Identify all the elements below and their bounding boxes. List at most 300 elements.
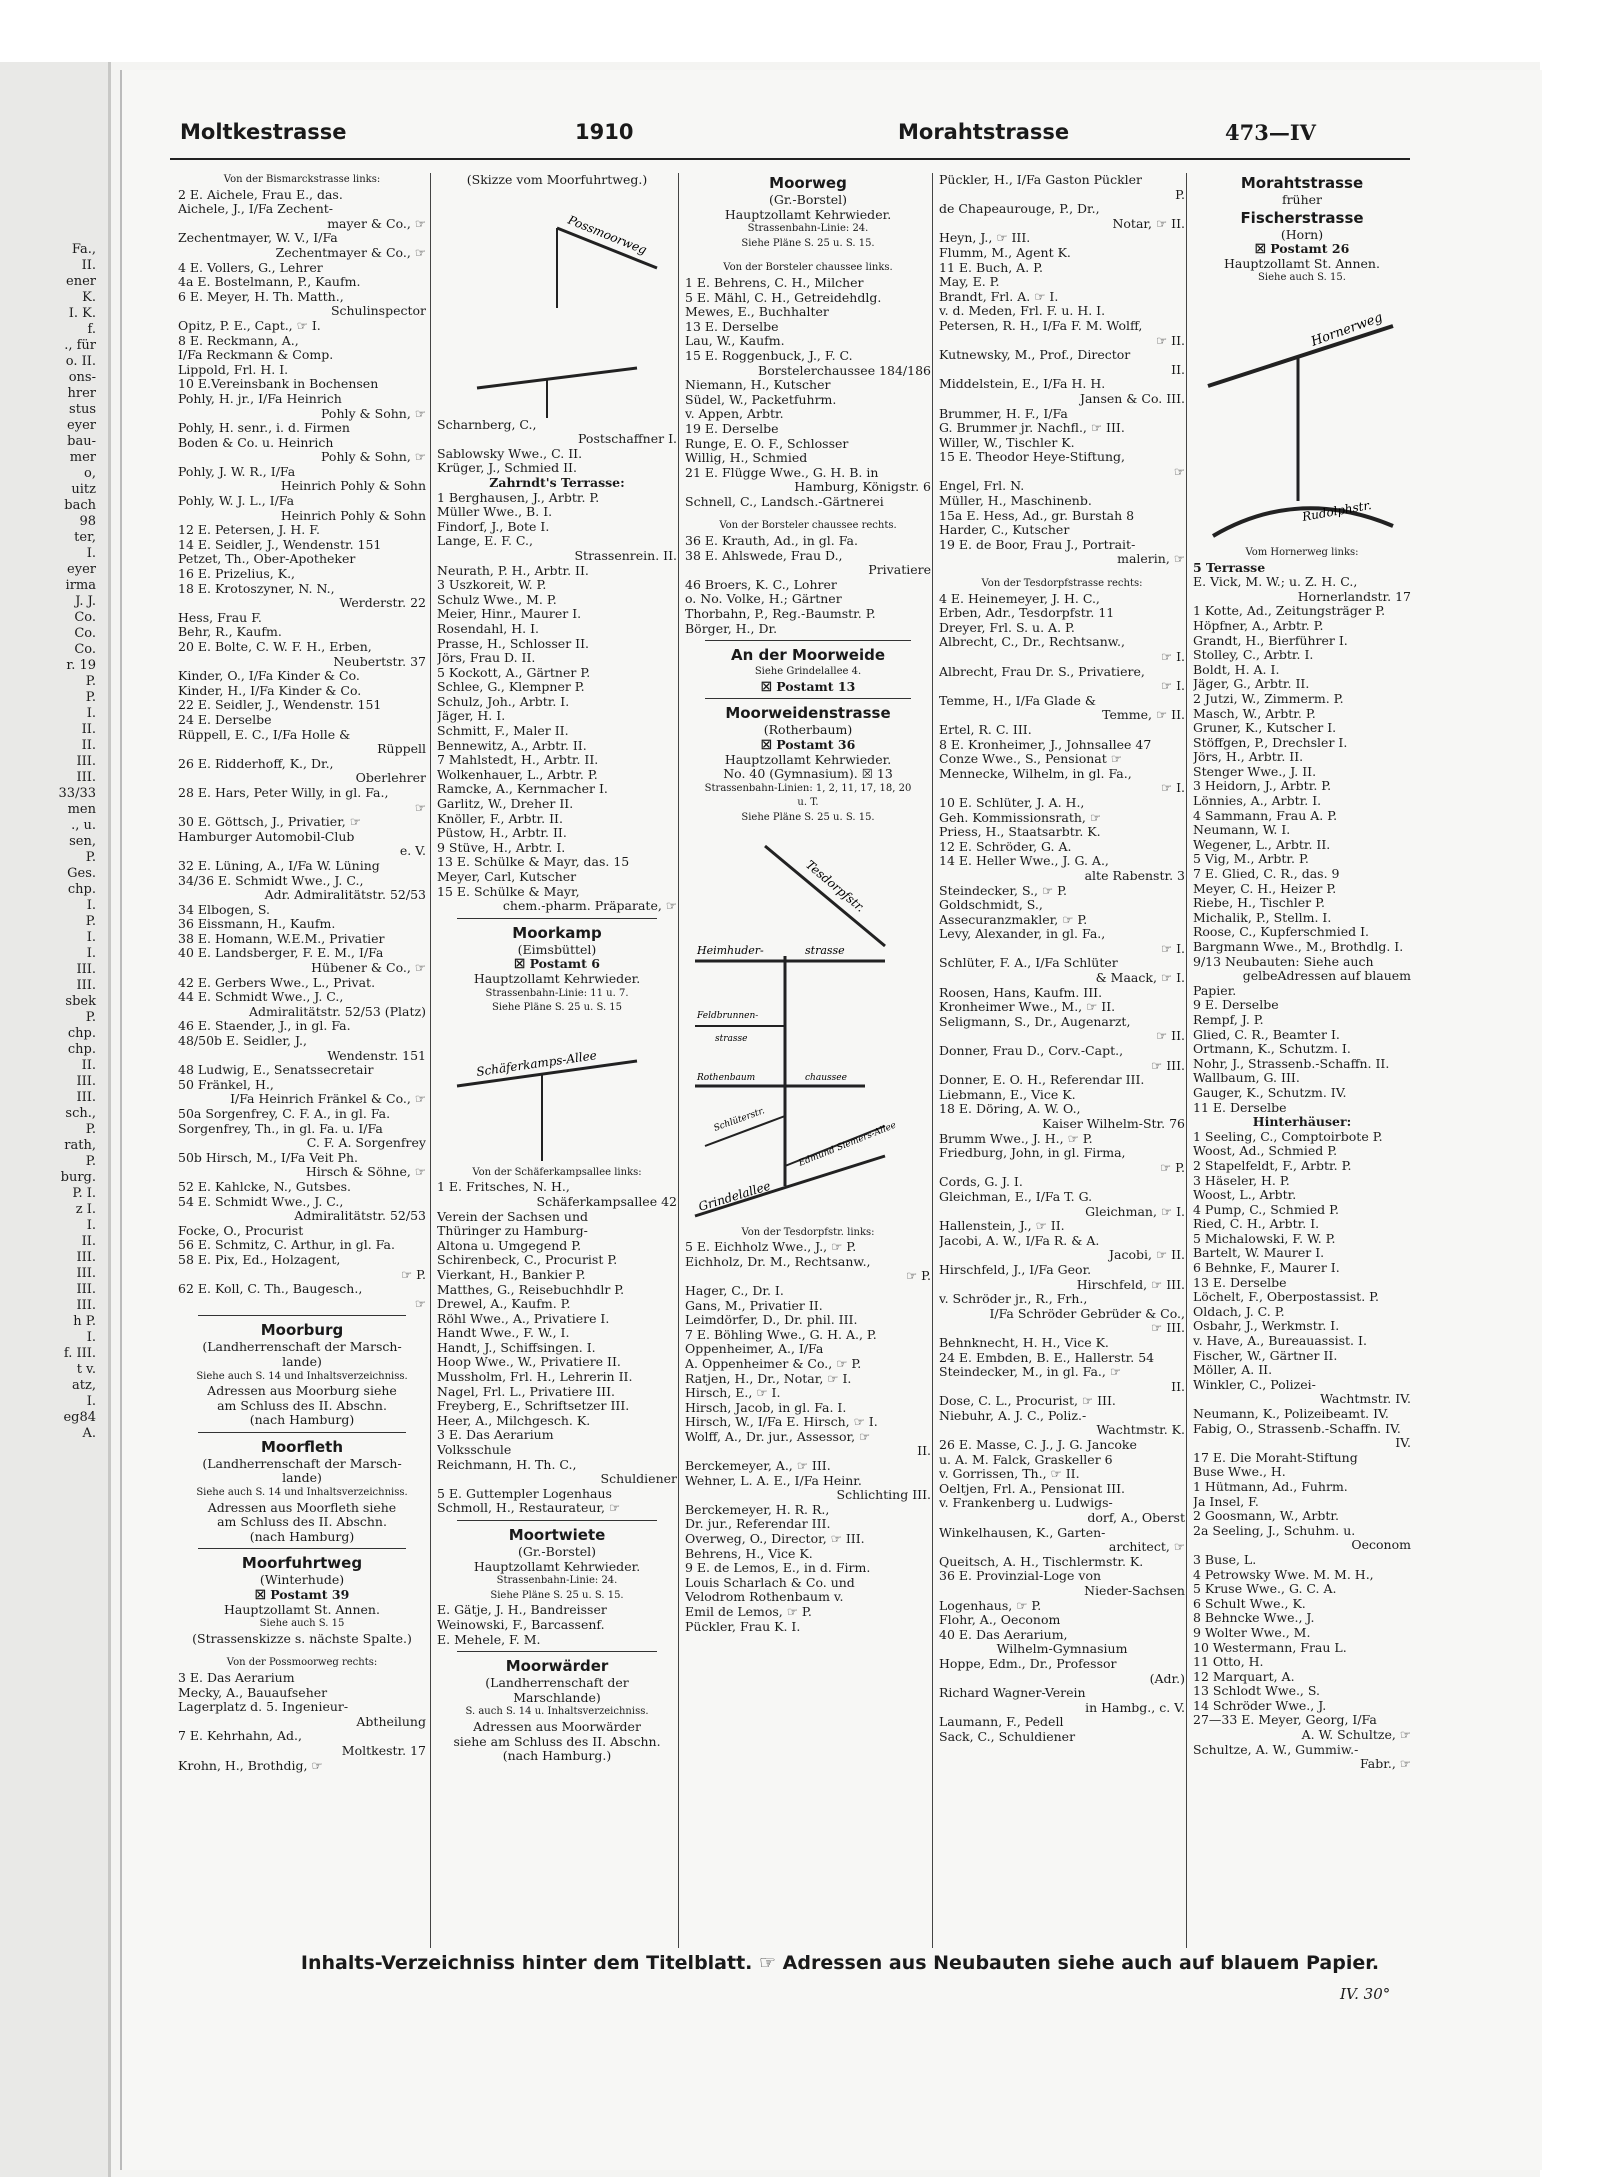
directory-entry: Schulz Wwe., M. P. (437, 592, 557, 607)
directory-entry: Pohly & Sohn, ☞ (321, 406, 426, 421)
margin-fragment: I. K. (68, 306, 96, 321)
section-note: Strassenbahn-Linie: 11 u. 7. (485, 987, 629, 999)
directory-entry: I/Fa Schröder Gebrüder & Co., (989, 1306, 1185, 1321)
directory-entry: ☒ Postamt 39 (254, 1588, 350, 1603)
directory-entry: am Schluss des II. Abschn. (217, 1515, 387, 1530)
label-hornerweg: Hornerweg (1309, 310, 1385, 350)
directory-entry: Runge, E. O. F., Schlosser (685, 436, 849, 451)
directory-entry: 2a Seeling, J., Schuhm. u. (1193, 1523, 1356, 1538)
directory-entry: 8 E. Kronheimer, J., Johnsallee 47 (939, 737, 1152, 752)
directory-entry: Thüringer zu Hamburg- (437, 1224, 588, 1239)
directory-entry: früher (1281, 193, 1323, 207)
directory-entry: Hoppe, Edm., Dr., Professor (939, 1656, 1117, 1671)
directory-entry: Heer, A., Milchgesch. K. (437, 1413, 591, 1428)
directory-entry: Drewel, A., Kaufm. P. (437, 1297, 571, 1312)
directory-entry: 9 E. de Lemos, E., in d. Firm. (685, 1561, 871, 1576)
directory-entry: Cords, G. J. I. (939, 1175, 1023, 1190)
directory-entry: Meyer, Carl, Kutscher (437, 870, 577, 884)
directory-entry: Lange, E. F. C., (437, 534, 533, 549)
scan-right-margin (1540, 62, 1600, 2177)
directory-entry: Zechentmayer, W. V., I/Fa (178, 231, 338, 246)
header-left-street: Moltkestrasse (180, 120, 347, 144)
margin-fragment: ter, (74, 530, 96, 545)
margin-fragment: ons- (68, 370, 96, 385)
directory-entry: 11 E. Derselbe (1193, 1100, 1287, 1115)
directory-entry: Wehner, L. A. E., I/Fa Heinr. (685, 1473, 862, 1488)
directory-entry: Schirenbeck, C., Procurist P. (437, 1253, 618, 1268)
directory-entry: Rüppell, E. C., I/Fa Holle & (178, 727, 351, 742)
directory-entry: 36 E. Provinzial-Loge von (939, 1569, 1102, 1584)
directory-entry: Verein der Sachsen und (437, 1209, 589, 1224)
directory-entry: Lönnies, A., Arbtr. I. (1193, 794, 1322, 809)
margin-fragment: III. (76, 1074, 96, 1089)
directory-entry: Logenhaus, ☞ P. (939, 1598, 1042, 1613)
directory-entry: 7 E. Glied, C. R., das. 9 (1193, 867, 1340, 882)
directory-entry: Hamburg, Königstr. 6 (794, 480, 931, 495)
directory-entry: Abtheilung (356, 1714, 426, 1729)
spacer (685, 251, 931, 261)
directory-entry: Bennewitz, A., Arbtr. II. (437, 738, 587, 753)
directory-entry: Petzet, Th., Ober-Apotheker (178, 552, 356, 567)
margin-fragment: z I. (75, 1202, 96, 1217)
directory-entry: Hauptzollamt St. Annen. (1224, 256, 1380, 271)
label-feld-strasse: strasse (715, 1033, 748, 1044)
directory-entry: P. (1175, 187, 1185, 202)
directory-entry: Nagel, Frl. L., Privatiere III. (437, 1384, 615, 1399)
directory-entry: Oppenheimer, A., I/Fa (685, 1342, 824, 1357)
directory-entry: v. d. Meden, Frl. F. u. H. I. (939, 304, 1106, 319)
directory-entry: 34/36 E. Schmidt Wwe., J. C., (178, 873, 364, 888)
section-divider (198, 1315, 406, 1316)
directory-entry: 38 E. Ahlswede, Frau D., (685, 548, 843, 563)
section-divider (457, 918, 657, 919)
directory-entry: Buse Wwe., H. (1193, 1465, 1286, 1480)
directory-entry: u. A. M. Falck, Graskeller 6 (939, 1452, 1113, 1467)
directory-entry: Heyn, J., ☞ III. (939, 231, 1031, 246)
road-moorfuhrtweg (477, 368, 637, 388)
directory-entry: Gauger, K., Schutzm. IV. (1193, 1085, 1347, 1100)
directory-entry: 15a E. Hess, Ad., gr. Burstah 8 (939, 508, 1135, 523)
directory-entry: Marschlande) (513, 1690, 601, 1705)
margin-fragment: stus (69, 402, 96, 417)
margin-fragment: I. (86, 706, 96, 721)
road-tesdorpfstr (765, 846, 885, 946)
directory-entry: Winkler, C., Polizei- (1193, 1377, 1316, 1392)
margin-fragment: P. I. (72, 1186, 96, 1201)
directory-entry: Fischer, W., Gärtner II. (1193, 1348, 1338, 1363)
directory-entry: 7 Mahlstedt, H., Arbtr. II. (437, 753, 599, 768)
directory-entry: Neumann, K., Polizeibeamt. IV. (1193, 1407, 1389, 1421)
section-note: Von der Borsteler chaussee links. (723, 262, 893, 274)
directory-entry: Pohly, H. senr., i. d. Firmen (178, 421, 350, 436)
directory-entry: 9/13 Neubauten: Siehe auch (1193, 954, 1374, 969)
margin-fragment: I. (86, 1218, 96, 1233)
street-heading: Moorburg (260, 1321, 344, 1340)
directory-entry: chem.-pharm. Präparate, ☞ (502, 899, 677, 914)
directory-entry: 4 Petrowsky Wwe. M. M. H., (1193, 1567, 1374, 1582)
directory-entry: Postschaffner I. (578, 432, 677, 447)
directory-entry: 5 Vig, M., Arbtr. P. (1193, 852, 1309, 867)
directory-entry: Roose, C., Kupferschmied I. (1193, 925, 1369, 940)
directory-entry: Hauptzollamt Kehrwieder. (724, 752, 892, 767)
directory-entry: Kinder, O., I/Fa Kinder & Co. (178, 669, 360, 684)
directory-entry: 21 E. Flügge Wwe., G. H. B. in (685, 465, 879, 480)
directory-entry: 6 E. Meyer, H. Th. Matth., (178, 289, 344, 304)
directory-entry: Willer, W., Tischler K. (939, 435, 1075, 450)
street-sketch-drawing (437, 188, 667, 418)
directory-entry: 15 E. Roggenbuck, J., F. C. (685, 348, 853, 363)
margin-fragment: ., u. (71, 818, 96, 833)
directory-entry: 5 E. Eichholz Wwe., J., ☞ P. (685, 1240, 857, 1255)
directory-entry: 4 E. Heinemeyer, J. H. C., (939, 591, 1100, 606)
directory-entry: Heinrich Pohly & Sohn (280, 479, 426, 494)
directory-entry: 27—33 E. Meyer, Georg, I/Fa (1193, 1713, 1377, 1728)
page-signature: IV. 30° (1340, 1985, 1391, 2003)
footer-note: Inhalts-Verzeichniss hinter dem Titelblatt. ☞ Adressen aus Neubauten siehe auch auf blauem Papier. (300, 1952, 1380, 1974)
directory-entry: Hauptzollamt St. Annen. (224, 1602, 380, 1617)
directory-entry: 26 E. Masse, C. J., J. G. Jancoke (939, 1438, 1137, 1453)
directory-entry: 46 E. Staender, J., in gl. Fa. (178, 1019, 351, 1034)
directory-entry: Rüppell (377, 742, 426, 757)
directory-entry: Velodrom Rothenbaum v. (685, 1590, 844, 1605)
directory-entry: A. W. Schultze, ☞ (1301, 1728, 1411, 1743)
directory-entry: Gleichman, E., I/Fa T. G. (939, 1189, 1093, 1204)
margin-fragment: P. (85, 674, 96, 689)
directory-entry: Müller, H., Maschinenb. (939, 494, 1092, 509)
margin-fragment: A. (82, 1426, 96, 1441)
directory-entry: 34 Elbogen, S. (178, 902, 271, 917)
directory-entry: Rempf, J. P. (1193, 1012, 1264, 1027)
directory-entry: Emil de Lemos, ☞ P. (685, 1605, 812, 1619)
directory-entry: Adressen aus Moorburg siehe (207, 1384, 397, 1399)
directory-entry: 19 E. de Boor, Frau J., Portrait- (939, 537, 1136, 552)
directory-entry: A. Oppenheimer & Co., ☞ P. (685, 1356, 862, 1371)
margin-fragment: men (67, 802, 96, 817)
column-5 (1186, 173, 1411, 1948)
margin-fragment: Co. (74, 610, 96, 625)
directory-entry: (Landherrenschaft der Marsch- (202, 1340, 402, 1355)
section-note: Siehe auch S. 14 und Inhaltsverzeichniss. (196, 1487, 408, 1499)
page-header (180, 120, 1410, 160)
directory-entry: Ramcke, A., Kernmacher I. (437, 782, 608, 797)
directory-entry: 3 E. Das Aerarium (178, 1671, 295, 1685)
directory-entry: Hager, C., Dr. I. (685, 1283, 784, 1298)
directory-entry: Bargmann Wwe., M., Brothdlg. I. (1193, 940, 1404, 954)
directory-entry: Albrecht, Frau Dr. S., Privatiere, (939, 664, 1145, 679)
directory-entry: 8 Behncke Wwe., J. (1193, 1611, 1315, 1626)
directory-entry: malerin, ☞ (1117, 552, 1185, 567)
directory-entry: 12 E. Schröder, G. A. (939, 839, 1072, 854)
directory-entry: Wolkenhauer, L., Arbtr. P. (437, 767, 598, 782)
margin-fragment: P. (85, 850, 96, 865)
directory-entry: Kutnewsky, M., Prof., Director (939, 348, 1131, 363)
street-sketch-drawing (437, 1016, 667, 1166)
directory-entry: Steindecker, S., ☞ P. (939, 883, 1068, 898)
directory-entry: 14 E. Seidler, J., Wendenstr. 151 (178, 537, 382, 552)
directory-entry: Hirschfeld, ☞ III. (1076, 1277, 1185, 1292)
street-heading: Moorkamp (512, 923, 602, 942)
directory-entry: 2 E. Aichele, Frau E., das. (178, 187, 343, 202)
directory-entry: Strassenrein. II. (574, 548, 677, 563)
margin-fragment: chp. (67, 882, 96, 897)
margin-fragment: Fa., (71, 242, 96, 257)
directory-entry: 58 E. Pix, Ed., Holzagent, (178, 1252, 341, 1267)
directory-entry: 12 E. Petersen, J. H. F. (178, 523, 320, 538)
directory-entry: 50b Hirsch, M., I/Fa Veit Ph. (178, 1150, 358, 1165)
directory-entry: Stöffgen, P., Drechsler I. (1193, 735, 1348, 750)
section-note: Siehe Pläne S. 25 u. S. 15 (491, 1002, 623, 1014)
directory-entry: 36 Eissmann, H., Kaufm. (178, 917, 336, 932)
street-heading: Moorwärder (505, 1657, 609, 1676)
directory-entry: 26 E. Ridderhoff, K., Dr., (178, 756, 334, 771)
margin-fragment: chp. (67, 1026, 96, 1041)
section-note: Von der Schäferkampsallee links: (472, 1166, 642, 1178)
directory-entry: Seligmann, S., Dr., Augenarzt, (939, 1014, 1131, 1029)
directory-entry: 24 E. Derselbe (178, 712, 272, 727)
directory-entry: (Rotherbaum) (763, 723, 853, 738)
margin-fragment: eyer (67, 418, 96, 433)
directory-entry: Sack, C., Schuldiener (939, 1729, 1076, 1744)
directory-entry: Lau, W., Kaufm. (685, 334, 785, 349)
directory-entry: 5 Kockott, A., Gärtner P. (437, 665, 591, 680)
directory-entry: Pohly, H. jr., I/Fa Heinrich (178, 391, 342, 406)
section-divider (198, 1432, 406, 1433)
directory-entry: ☞ I. (1160, 781, 1185, 796)
directory-entry: 32 E. Lüning, A., I/Fa W. Lüning (178, 858, 380, 873)
directory-entry: 13 E. Derselbe (685, 319, 779, 334)
directory-entry: Opitz, P. E., Capt., ☞ I. (178, 318, 321, 333)
directory-entry: ☞ (414, 800, 426, 815)
directory-entry: 22 E. Seidler, J., Wendenstr. 151 (178, 698, 382, 713)
section-note: Von der Borsteler chaussee rechts. (719, 520, 897, 532)
directory-entry: am Schluss des II. Abschn. (217, 1398, 387, 1413)
directory-entry: Matthes, G., Reisebuchhdlr P. (437, 1282, 625, 1297)
directory-entry: 5 Michalowski, F. W. P. (1193, 1231, 1336, 1246)
directory-entry: Neurath, P. H., Arbtr. II. (437, 563, 589, 578)
directory-entry: Roosen, Hans, Kaufm. III. (939, 985, 1103, 1000)
directory-entry: Wilhelm-Gymnasium (996, 1642, 1128, 1657)
spacer (178, 1646, 426, 1656)
directory-entry: Admiralitätstr. 52/53 (Platz) (248, 1004, 426, 1019)
section-divider (198, 1548, 406, 1549)
directory-entry: Lippold, Frl. H. I. (178, 362, 289, 377)
margin-fragment: II. (81, 722, 96, 737)
directory-entry: 9 E. Derselbe (1193, 998, 1279, 1013)
directory-entry: E. Gätje, J. H., Bandreisser (437, 1603, 607, 1618)
directory-entry: Sorgenfrey, Th., in gl. Fa. u. I/Fa (178, 1121, 383, 1136)
directory-entry: Scharnberg, C., (437, 417, 537, 432)
directory-entry: 3 Häseler, H. P. (1193, 1173, 1290, 1188)
directory-entry: Ja Insel, F. (1193, 1494, 1259, 1509)
margin-fragment: III. (76, 754, 96, 769)
directory-entry: Krüger, J., Schmied II. (437, 461, 577, 476)
directory-entry: Oeconom (1351, 1538, 1411, 1553)
directory-entry: Conze Wwe., S., Pensionat ☞ (939, 752, 1122, 767)
directory-entry: Gruner, K., Kutscher I. (1193, 721, 1337, 736)
directory-entry: 9 Wolter Wwe., M. (1193, 1625, 1311, 1640)
directory-entry: (nach Hamburg.) (502, 1749, 612, 1764)
directory-entry: Jansen & Co. III. (1079, 391, 1185, 406)
directory-entry: Südel, W., Packetfuhrm. (685, 392, 837, 407)
directory-entry: II. (917, 1444, 931, 1459)
directory-entry: (Skizze vom Moorfuhrtweg.) (466, 173, 648, 187)
directory-entry: Oldach, J. C. P. (1193, 1304, 1285, 1319)
section-note: Siehe auch S. 15. (1258, 272, 1346, 284)
directory-entry: Hamburger Automobil-Club (178, 829, 355, 844)
directory-entry: Jäger, H. I. (437, 709, 506, 724)
directory-entry: (nach Hamburg) (249, 1413, 355, 1428)
directory-entry: 1 Seeling, C., Comptoirbote P. (1193, 1129, 1383, 1144)
directory-entry: Schlüter, F. A., I/Fa Schlüter (939, 956, 1118, 971)
directory-entry: Donner, Frau D., Corv.-Capt., (939, 1044, 1124, 1059)
directory-entry: dorf, A., Oberst (1087, 1511, 1185, 1526)
directory-entry: v. Appen, Arbtr. (685, 407, 784, 422)
street-heading: Moorweg (769, 174, 847, 192)
directory-entry: Liebmann, E., Vice K. (939, 1087, 1076, 1102)
directory-entry: Leimdörfer, D., Dr. phil. III. (685, 1313, 858, 1328)
margin-fragment: I. (86, 1330, 96, 1345)
margin-fragment: P. (85, 914, 96, 929)
directory-entry: Woost, Ad., Schmied P. (1193, 1144, 1338, 1159)
directory-entry: Müller Wwe., B. I. (437, 505, 553, 520)
directory-entry: Jörs, H., Arbtr. II. (1193, 750, 1304, 765)
directory-entry: Neumann, W. I. (1193, 823, 1291, 838)
directory-entry: Vierkant, H., Bankier P. (437, 1267, 586, 1282)
directory-entry: 38 E. Homann, W.E.M., Privatier (178, 931, 385, 946)
directory-entry: ☞ (1173, 464, 1185, 479)
header-right-street: Morahtstrasse (898, 120, 1070, 144)
directory-entry: Harder, C., Kutscher (939, 523, 1070, 538)
section-divider (457, 1520, 657, 1521)
directory-entry: lande) (282, 1354, 322, 1369)
street-sketch (437, 1016, 677, 1166)
margin-fragment: sen, (69, 834, 96, 849)
directory-entry: Ortmann, K., Schutzm. I. (1193, 1042, 1351, 1057)
margin-fragment: o, (84, 466, 96, 481)
section-note: Siehe auch S. 14 und Inhaltsverzeichniss. (196, 1370, 408, 1382)
directory-entry: o. No. Volke, H.; Gärtner (685, 592, 842, 607)
directory-entry: Wolff, A., Dr. jur., Assessor, ☞ (685, 1429, 871, 1444)
directory-entry: Pohly, J. W. R., I/Fa (178, 464, 296, 479)
label-tesdorpfstr: Tesdorpfstr. (803, 857, 868, 915)
directory-entry: Goldschmidt, S., (939, 898, 1043, 913)
road-hornerweg (1208, 326, 1393, 386)
directory-entry: May, E. P. (939, 275, 1000, 290)
directory-entry: Meyer, C. H., Heizer P. (1193, 881, 1337, 896)
directory-entry: Richard Wagner-Verein (939, 1686, 1086, 1701)
directory-entry: Behr, R., Kaufm. (178, 625, 282, 640)
label-possmoorweg: Possmoorweg (565, 212, 649, 257)
margin-fragment: ener (66, 274, 96, 289)
directory-entry: Heinrich Pohly & Sohn (280, 508, 426, 523)
directory-entry: Moltkestr. 17 (341, 1743, 426, 1758)
margin-fragment: f. (87, 322, 96, 337)
margin-fragment: II. (81, 258, 96, 273)
directory-entry: Louis Scharlach & Co. und (685, 1575, 855, 1590)
directory-entry: 3 Uszkoreit, W. P. (437, 578, 547, 593)
directory-entry: 8 E. Reckmann, A., (178, 333, 299, 348)
directory-entry: Michalik, P., Stellm. I. (1193, 910, 1332, 925)
directory-entry: Donner, E. O. H., Referendar III. (939, 1073, 1145, 1088)
section-note: Strassenbahn-Linien: 1, 2, 11, 17, 18, 20 (704, 782, 912, 794)
section-note: Von der Possmoorweg rechts: (226, 1657, 378, 1669)
directory-entry: Löchelt, F., Oberpostassist. P. (1193, 1290, 1379, 1305)
directory-entry: Fabr., ☞ (1359, 1757, 1411, 1772)
directory-entry: Riebe, H., Tischler P. (1193, 896, 1325, 911)
directory-entry: 5 Kruse Wwe., G. C. A. (1193, 1582, 1337, 1597)
directory-entry: Willig, H., Schmied (685, 451, 808, 466)
margin-fragment: III. (76, 1282, 96, 1297)
directory-entry: Krohn, H., Brothdig, ☞ (178, 1758, 323, 1773)
directory-entry: Jacobi, A. W., I/Fa R. & A. (939, 1233, 1100, 1248)
margin-fragment: irma (65, 578, 96, 593)
directory-entry: Overweg, O., Director, ☞ III. (685, 1532, 865, 1547)
margin-fragment: II. (81, 1234, 96, 1249)
margin-fragment: III. (76, 1090, 96, 1105)
directory-entry: Röhl Wwe., A., Privatiere I. (437, 1311, 610, 1326)
directory-entry: IV. (1395, 1436, 1411, 1451)
directory-entry: 2 Jutzi, W., Zimmerm. P. (1193, 691, 1344, 706)
directory-entry: 15 E. Theodor Heye-Stiftung, (939, 450, 1126, 465)
directory-entry: 11 E. Buch, A. P. (939, 260, 1044, 275)
street-heading: Moortwiete (508, 1526, 606, 1544)
directory-entry: 2 Goosmann, W., Arbtr. (1193, 1509, 1339, 1524)
margin-fragment: III. (76, 1266, 96, 1281)
header-page-number: 473—IV (1225, 120, 1316, 145)
street-heading: An der Moorweide (730, 646, 886, 665)
section-note: S. auch S. 14 u. Inhaltsverzeichniss. (465, 1706, 649, 1718)
directory-entry: Hinterhäuser: (1252, 1115, 1352, 1130)
directory-entry: Knöller, F., Arbtr. II. (437, 811, 563, 826)
label-chaussee: chaussee (805, 1072, 847, 1083)
street-heading: Fischerstrasse (1240, 208, 1364, 227)
directory-entry: (Landherrenschaft der (485, 1676, 629, 1691)
directory-entry: gelbeAdressen auf blauem (1242, 969, 1411, 984)
directory-entry: 13 E. Derselbe (1193, 1275, 1287, 1290)
directory-entry: Hauptzollamt Kehrwieder. (473, 1559, 641, 1574)
margin-fragment: J. J. (75, 594, 96, 609)
directory-entry: Temme, ☞ II. (1102, 708, 1185, 723)
directory-entry: 15 E. Schülke & Mayr, (437, 884, 580, 899)
margin-fragment: Co. (74, 642, 96, 657)
directory-entry: 1 Hütmann, Ad., Fuhrm. (1193, 1479, 1348, 1494)
directory-entry: Middelstein, E., I/Fa H. H. (939, 377, 1106, 392)
directory-entry: 5 Terrasse (1193, 560, 1266, 575)
directory-entry: Wallbaum, G. III. (1193, 1071, 1300, 1086)
directory-entry: 6 Behnke, F., Maurer I. (1193, 1261, 1340, 1276)
directory-entry: Weinowski, F., Barcassenf. (437, 1617, 605, 1632)
directory-entry: 48/50b E. Seidler, J., (178, 1034, 307, 1049)
directory-entry: Garlitz, W., Dreher II. (437, 797, 574, 812)
directory-entry: Berckemeyer, H. R. R., (685, 1502, 830, 1517)
directory-entry: Osbahr, J., Werkmstr. I. (1193, 1319, 1340, 1334)
directory-entry: Werderstr. 22 (339, 596, 426, 611)
directory-entry: Gans, M., Privatier II. (685, 1298, 823, 1313)
directory-entry: 17 E. Die Moraht-Stiftung (1193, 1450, 1358, 1465)
directory-entry: Mecky, A., Bauaufseher (178, 1685, 328, 1700)
label-heimhuder: Heimhuder- (697, 943, 764, 957)
directory-entry: Temme, H., I/Fa Glade & (939, 693, 1096, 708)
directory-entry: ☞ II. (1155, 333, 1185, 348)
directory-entry: (Eimsbüttel) (517, 942, 597, 957)
directory-entry: 46 Broers, K. C., Lohrer (685, 577, 837, 592)
directory-entry: Hirschfeld, J., I/Fa Geor. (939, 1262, 1092, 1277)
directory-entry: 16 E. Prizelius, K., (178, 567, 296, 582)
directory-entry: Hornerlandstr. 17 (1297, 589, 1411, 604)
directory-entry: G. Brummer jr. Nachfl., ☞ III. (939, 421, 1125, 436)
margin-fragment: II. (81, 738, 96, 753)
margin-fragment: h P. (73, 1314, 96, 1329)
